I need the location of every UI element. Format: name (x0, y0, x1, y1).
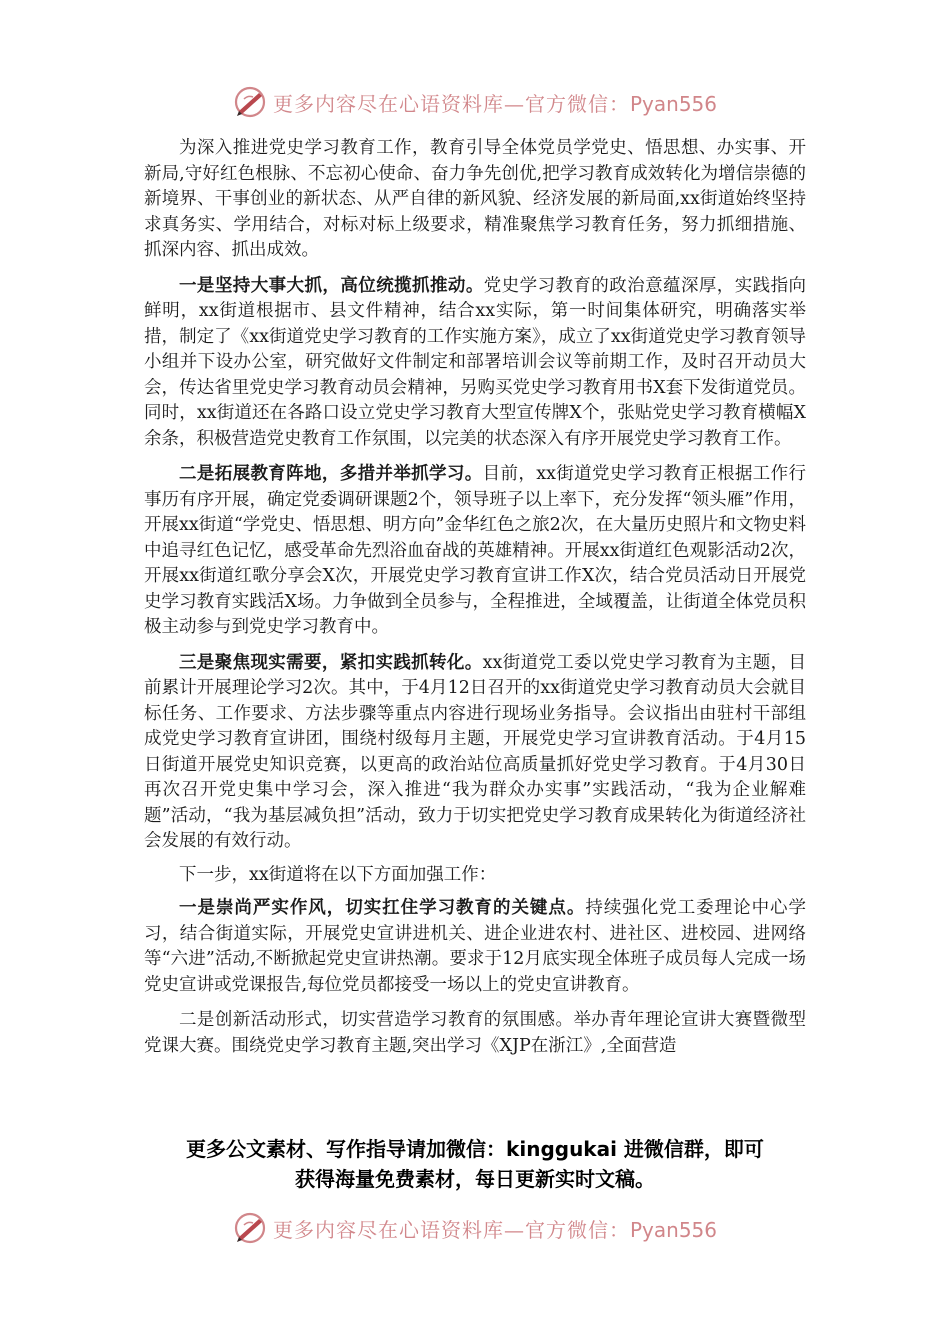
watermark-text: 更多内容尽在心语资料库—官方微信：Pyan556 (272, 91, 717, 116)
promo-call-to-action (100, 1134, 850, 1194)
paragraph-heading: 一是崇尚严实作风，切实扛住学习教育的关键点。 (179, 898, 586, 918)
watermark-text: 更多内容尽在心语资料库—官方微信：Pyan556 (272, 1217, 717, 1242)
paragraph-point-1: 一是坚持大事大抓，高位统揽抓推动。党史学习教育的政治意蕴深厚，实践指向鲜明，xx街道根据市、县文件精神，结合xx实际，第一时间集体研究，明确落实举措，制定了《xx街道党史学习教育的工作实施方案》，成立了xx街道党史学习教育领导小组并下设办公室，研究做好文件制定和部署培训会议等前期工作，及时召开动员大会，传达省里党史学习教育动员会精神，另购买党史学习教育用书X套下发街道党员。同时，xx街道还在各路口设立党史学习教育大型宣传牌X个，张贴党史学习教育横幅X余条，积极营造党史教育工作氛围，以完美的状态深入有序开展党史学习教育工作。 (144, 275, 806, 449)
paragraph-next-1: 一是崇尚严实作风，切实扛住学习教育的关键点。持续强化党工委理论中心学习，结合街道实际，开展党史宣讲进机关、进企业进农村、进社区、进校园、进网络等“六进”活动,不断掀起党史宣讲热潮。要求于12月底实现全体班子成员每人完成一场党史宣讲或党课报告,每位党员都接受一场以上的党史宣讲教育。 (144, 898, 807, 995)
paragraph-point-3: 三是聚焦现实需要，紧扣实践抓转化。xx街道党工委以党史学习教育为主题，目前累计开展理论学习2次。其中，于4月12日召开的xx街道党史学习教育动员大会就目标任务、工作要求、方法步骤等重点内容进行现场业务指导。会议指出由驻村干部组成党史学习教育宣讲团，围绕村级每月主题，开展党史学习宣讲教育活动。于4月15日街道开展党史知识竞赛，以更高的政治站位高质量抓好党史学习教育。于4月30日再次召开党史集中学习会，深入推进“我为群众办实事”实践活动，“我为企业解难题”活动，“我为基层减负担”活动，致力于切实把党史学习教育成果转化为街道经济社会发展的有效行动。 (144, 652, 806, 851)
paragraph-point-2: 二是拓展教育阵地，多措并举抓学习。目前，xx街道党史学习教育正根据工作行事历有序开展，确定党委调研课题2个，领导班子以上率下，充分发挥“领头雁”作用，开展xx街道“学党史、悟思想、明方向”金华红色之旅2次，在大量历史照片和文物史料中追寻红色记忆，感受革命先烈浴血奋战的英雄精神。开展xx街道红色观影活动2次，开展xx街道红歌分享会X次，开展党史学习教育宣讲工作X次，结合党员活动日开展党史学习教育实践活X场。力争做到全员参与，全程推进，全域覆盖，让街道全体党员积极主动参与到党史学习教育中。 (144, 464, 806, 637)
paragraph-heading: 三是聚焦现实需要，紧扣实践抓转化。 (179, 652, 483, 673)
paragraph-next-2: 二是创新活动形式，切实营造学习教育的氛围感。举办青年理论宣讲大赛暨微型党课大赛。围绕党史学习教育主题,突出学习《XJP在浙江》,全面营造 (144, 1010, 806, 1056)
pen-logo-icon (233, 1211, 267, 1245)
paragraph-intro: 为深入推进党史学习教育工作，教育引导全体党员学党史、悟思想、办实事、开新局,守好红色根脉、不忘初心使命、奋力争先创优,把学习教育成效转化为增信崇德的新境界、干事创业的新状态、从严自律的新风貌、经济发展的新局面,xx街道始终坚持求真务实、学用结合，对标对标上级要求，精准聚焦学习教育任务，努力抓细措施、抓深内容、抓出成效。 (144, 138, 806, 260)
promo-line-1: 更多公文素材、写作指导请加微信：kinggukai 进微信群，即可 (186, 1137, 764, 1161)
watermark-banner-top (0, 80, 950, 124)
document-body (144, 136, 806, 1069)
paragraph-heading: 一是坚持大事大抓，高位统揽抓推动。 (179, 275, 484, 296)
paragraph-next-steps: 下一步，xx街道将在以下方面加强工作： (179, 864, 497, 885)
paragraph-heading: 二是拓展教育阵地，多措并举抓学习。 (179, 464, 483, 484)
watermark-banner-bottom (0, 1206, 950, 1250)
pen-logo-icon (233, 85, 267, 119)
promo-line-2: 获得海量免费素材，每日更新实时文稿。 (295, 1167, 655, 1191)
